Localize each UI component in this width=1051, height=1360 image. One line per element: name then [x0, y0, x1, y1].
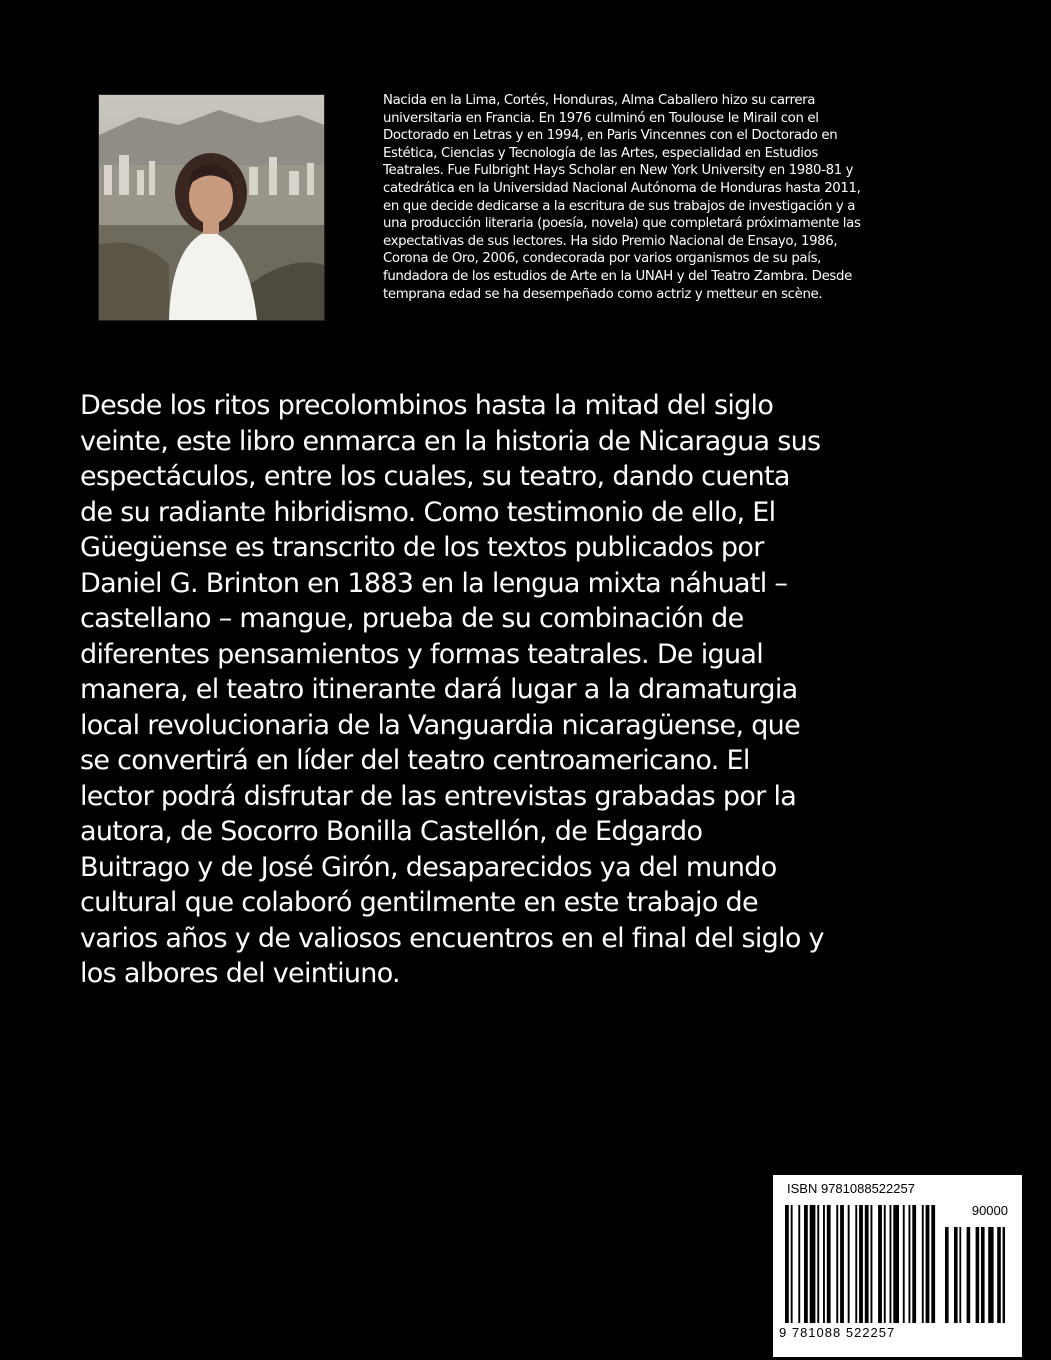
isbn-barcode: [773, 1175, 1022, 1357]
price-code: 90000: [971, 1203, 1008, 1218]
author-photo: [98, 94, 325, 321]
book-description: Desde los ritos precolombinos hasta la mitad del siglo veinte, este libro enmarca en la historia de Nicaragua sus espectáculos, entre los cuales, su teatro, dando cuenta de su radiante hibridismo. Como testimonio de ello, El Güegüense es transcrito de los textos publicados por Daniel G. Brinton en 1883 en la lengua mixta náhuatl – castellano – mangue, prueba de su combinación de diferentes pensamientos y formas teatrales. De igual manera, el teatro itinerante dará lugar a la dramaturgia local revolucionaria de la Vanguardia nicaragüense, que se convertirá en líder del teatro centroamericano. El lector podrá disfrutar de las entrevistas grabadas por la autora, de Socorro Bonilla Castellón, de Edgardo Buitrago y de José Girón, desaparecidos ya del mundo cultural que colaboró gentilmente en este trabajo de varios años y de valiosos encuentros en el final del siglo y los albores del veintiuno.: [80, 390, 824, 989]
isbn-label: ISBN 9781088522257: [787, 1181, 915, 1196]
author-portrait-icon: [99, 95, 324, 320]
author-bio: Nacida en la Lima, Cortés, Honduras, Alma Caballero hizo su carrera universitaria en Francia. En 1976 culminó en Toulouse le Mirail con el Doctorado en Letras y en 1994, en Paris Vincennes con el Doctorado en Estética, Ciencias y Tecnología de las Artes, especialidad en Estudios Teatrales. Fue Fulbright Hays Scholar en New York University en 1980-81 y catedrática en la Universidad Nacional Autónoma de Honduras hasta 2011, en que decide dedicarse a la escritura de sus trabajos de investigación y a una producción literaria (poesía, novela) que completará próximamente las expectativas de sus lectores. Ha sido Premio Nacional de Ensayo, 1986, Corona de Oro, 2006, condecorada por varios organismos de su país, fundadora de los estudios de Arte en la UNAH y del Teatro Zambra. Desde temprana edad se ha desempeñado como actriz y metteur en scène.: [383, 93, 861, 302]
barcode-bars: [785, 1205, 1005, 1325]
barcode-digits: 9 781088 522257: [779, 1325, 896, 1340]
